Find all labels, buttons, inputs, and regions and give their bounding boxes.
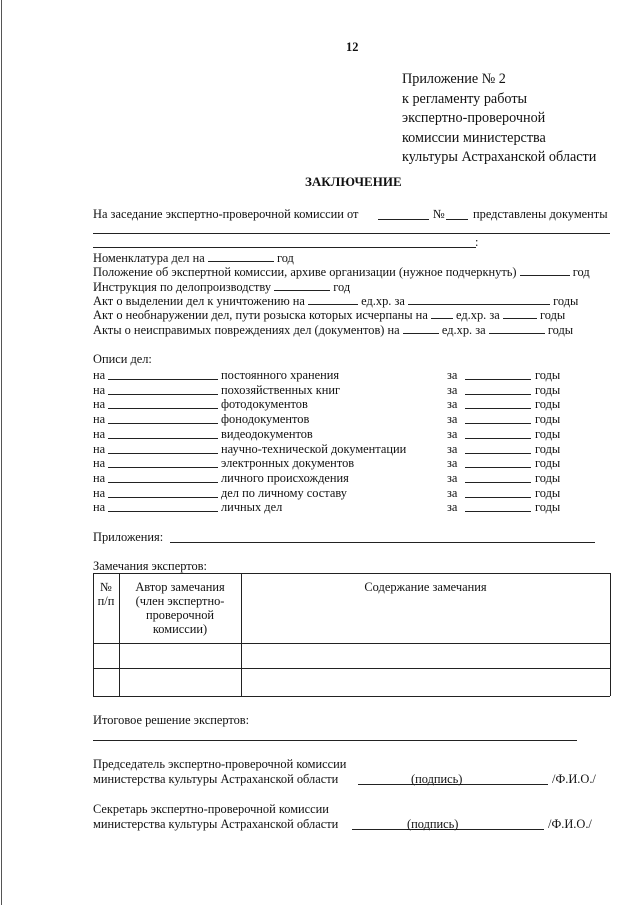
- appendix-line: культуры Астраханской области: [402, 149, 597, 165]
- inventory-period-blank: [465, 453, 531, 454]
- scan-edge: [1, 0, 2, 905]
- inventory-period-blank: [465, 379, 531, 380]
- inventory-suffix: годы: [535, 471, 561, 485]
- chairman-organization: министерства культуры Астраханской области: [93, 772, 339, 786]
- chairman-fio: /Ф.И.О./: [552, 772, 596, 786]
- remarks-table-border: [93, 696, 610, 697]
- inventory-item-label: видеодокументов: [221, 427, 313, 441]
- inventory-za: за: [447, 427, 458, 441]
- remarks-table-border: [93, 573, 610, 574]
- remarks-col-content: Содержание замечания: [364, 580, 487, 594]
- appendix-line: к регламенту работы: [402, 90, 528, 107]
- inventory-za: за: [447, 500, 458, 514]
- intro-text-end: представлены документы: [473, 207, 608, 221]
- inventory-za: за: [447, 368, 458, 382]
- inventory-item-label: личных дел: [221, 500, 283, 514]
- inventory-period-blank: [465, 482, 531, 483]
- appendix-line: комиссии министерства: [402, 129, 546, 146]
- remarks-col-number: № п/п: [97, 580, 115, 608]
- inventory-period-blank: [465, 511, 531, 512]
- inventory-count-blank: [108, 511, 218, 512]
- inventory-count-blank: [108, 408, 218, 409]
- inventory-za: за: [447, 397, 458, 411]
- intro-text-start: На заседание экспертно-проверочной комиссии от: [93, 207, 359, 221]
- doc-line-destruction-act: Акт о выделении дел к уничтожению на ед.хр. за годы: [93, 294, 579, 308]
- attachments-blank-line: [170, 542, 595, 543]
- page-number: 12: [346, 40, 359, 54]
- inventory-za: за: [447, 383, 458, 397]
- inventory-period-blank: [465, 408, 531, 409]
- inventory-period-blank: [465, 394, 531, 395]
- inventory-item-label: электронных документов: [221, 456, 355, 470]
- remarks-table-border: [241, 573, 242, 696]
- secretary-title: Секретарь экспертно-проверочной комиссии: [93, 802, 329, 816]
- remarks-col-author: Автор замечания (член экспертно-проверочной комиссии): [135, 580, 225, 636]
- attachments-label: Приложения:: [93, 530, 164, 544]
- inventory-suffix: годы: [535, 456, 561, 470]
- doc-line-nomenclature: Номенклатура дел на год: [93, 251, 294, 265]
- inventory-prefix: на: [93, 500, 106, 514]
- intro-date-blank: [378, 219, 429, 220]
- inventory-count-blank: [108, 497, 218, 498]
- inventory-count-blank: [108, 438, 218, 439]
- inventory-za: за: [447, 486, 458, 500]
- final-decision-label: Итоговое решение экспертов:: [93, 713, 250, 727]
- inventory-prefix: на: [93, 427, 106, 441]
- inventory-item-label: постоянного хранения: [221, 368, 340, 382]
- remarks-heading: Замечания экспертов:: [93, 559, 207, 573]
- remarks-table-border: [93, 668, 610, 669]
- secretary-signature-label: (подпись): [407, 817, 459, 831]
- inventory-item-label: фонодокументов: [221, 412, 310, 426]
- appendix-line: экспертно-проверочной: [402, 110, 546, 126]
- intro-number-blank: [446, 219, 468, 220]
- doc-line-regulation: Положение об экспертной комиссии, архиве организации (нужное подчеркнуть) год: [93, 265, 590, 279]
- inventory-heading: Описи дел:: [93, 352, 152, 366]
- remarks-table-border: [119, 573, 120, 696]
- inventory-prefix: на: [93, 442, 106, 456]
- inventory-item-label: похозяйственных книг: [221, 383, 341, 397]
- inventory-count-blank: [108, 467, 218, 468]
- inventory-period-blank: [465, 467, 531, 468]
- inventory-prefix: на: [93, 471, 106, 485]
- inventory-item-label: научно-технической документации: [221, 442, 407, 456]
- remarks-table-border: [610, 573, 611, 696]
- doc-line-damage-act: Акты о неисправимых повреждениях дел (документов) на ед.хр. за годы: [93, 323, 574, 337]
- inventory-prefix: на: [93, 368, 106, 382]
- inventory-period-blank: [465, 423, 531, 424]
- appendix-block: [402, 70, 596, 168]
- inventory-za: за: [447, 412, 458, 426]
- inventory-count-blank: [108, 379, 218, 380]
- inventory-period-blank: [465, 438, 531, 439]
- inventory-item-label: личного происхождения: [221, 471, 349, 485]
- chairman-signature-label: (подпись): [411, 772, 463, 786]
- appendix-line: Приложение № 2: [402, 71, 506, 87]
- intro-blank-line: [93, 233, 610, 234]
- inventory-item-label: фотодокументов: [221, 397, 308, 411]
- inventory-prefix: на: [93, 456, 106, 470]
- inventory-suffix: годы: [535, 442, 561, 456]
- inventory-prefix: на: [93, 383, 106, 397]
- inventory-prefix: на: [93, 486, 106, 500]
- inventory-period-blank: [465, 497, 531, 498]
- inventory-count-blank: [108, 423, 218, 424]
- final-decision-blank-line: [93, 740, 577, 741]
- intro-blank-line: [93, 247, 476, 248]
- intro-number-sign: №: [433, 207, 445, 221]
- remarks-table-border: [93, 573, 94, 696]
- inventory-suffix: годы: [535, 368, 561, 382]
- inventory-item-label: дел по личному составу: [221, 486, 347, 500]
- remarks-table-border: [93, 643, 610, 644]
- chairman-title: Председатель экспертно-проверочной комиссии: [93, 757, 347, 771]
- inventory-suffix: годы: [535, 383, 561, 397]
- inventory-prefix: на: [93, 397, 106, 411]
- inventory-suffix: годы: [535, 427, 561, 441]
- inventory-za: за: [447, 442, 458, 456]
- inventory-za: за: [447, 456, 458, 470]
- document-title: ЗАКЛЮЧЕНИЕ: [305, 174, 402, 189]
- inventory-za: за: [447, 471, 458, 485]
- inventory-suffix: годы: [535, 412, 561, 426]
- intro-colon: :: [475, 235, 479, 249]
- inventory-prefix: на: [93, 412, 106, 426]
- inventory-suffix: годы: [535, 500, 561, 514]
- inventory-count-blank: [108, 482, 218, 483]
- inventory-suffix: годы: [535, 397, 561, 411]
- secretary-fio: /Ф.И.О./: [548, 817, 592, 831]
- inventory-suffix: годы: [535, 486, 561, 500]
- doc-line-not-found-act: Акт о необнаружении дел, пути розыска которых исчерпаны на ед.хр. за годы: [93, 308, 566, 322]
- doc-line-instruction: Инструкция по делопроизводству год: [93, 280, 351, 294]
- inventory-count-blank: [108, 394, 218, 395]
- inventory-count-blank: [108, 453, 218, 454]
- secretary-organization: министерства культуры Астраханской области: [93, 817, 339, 831]
